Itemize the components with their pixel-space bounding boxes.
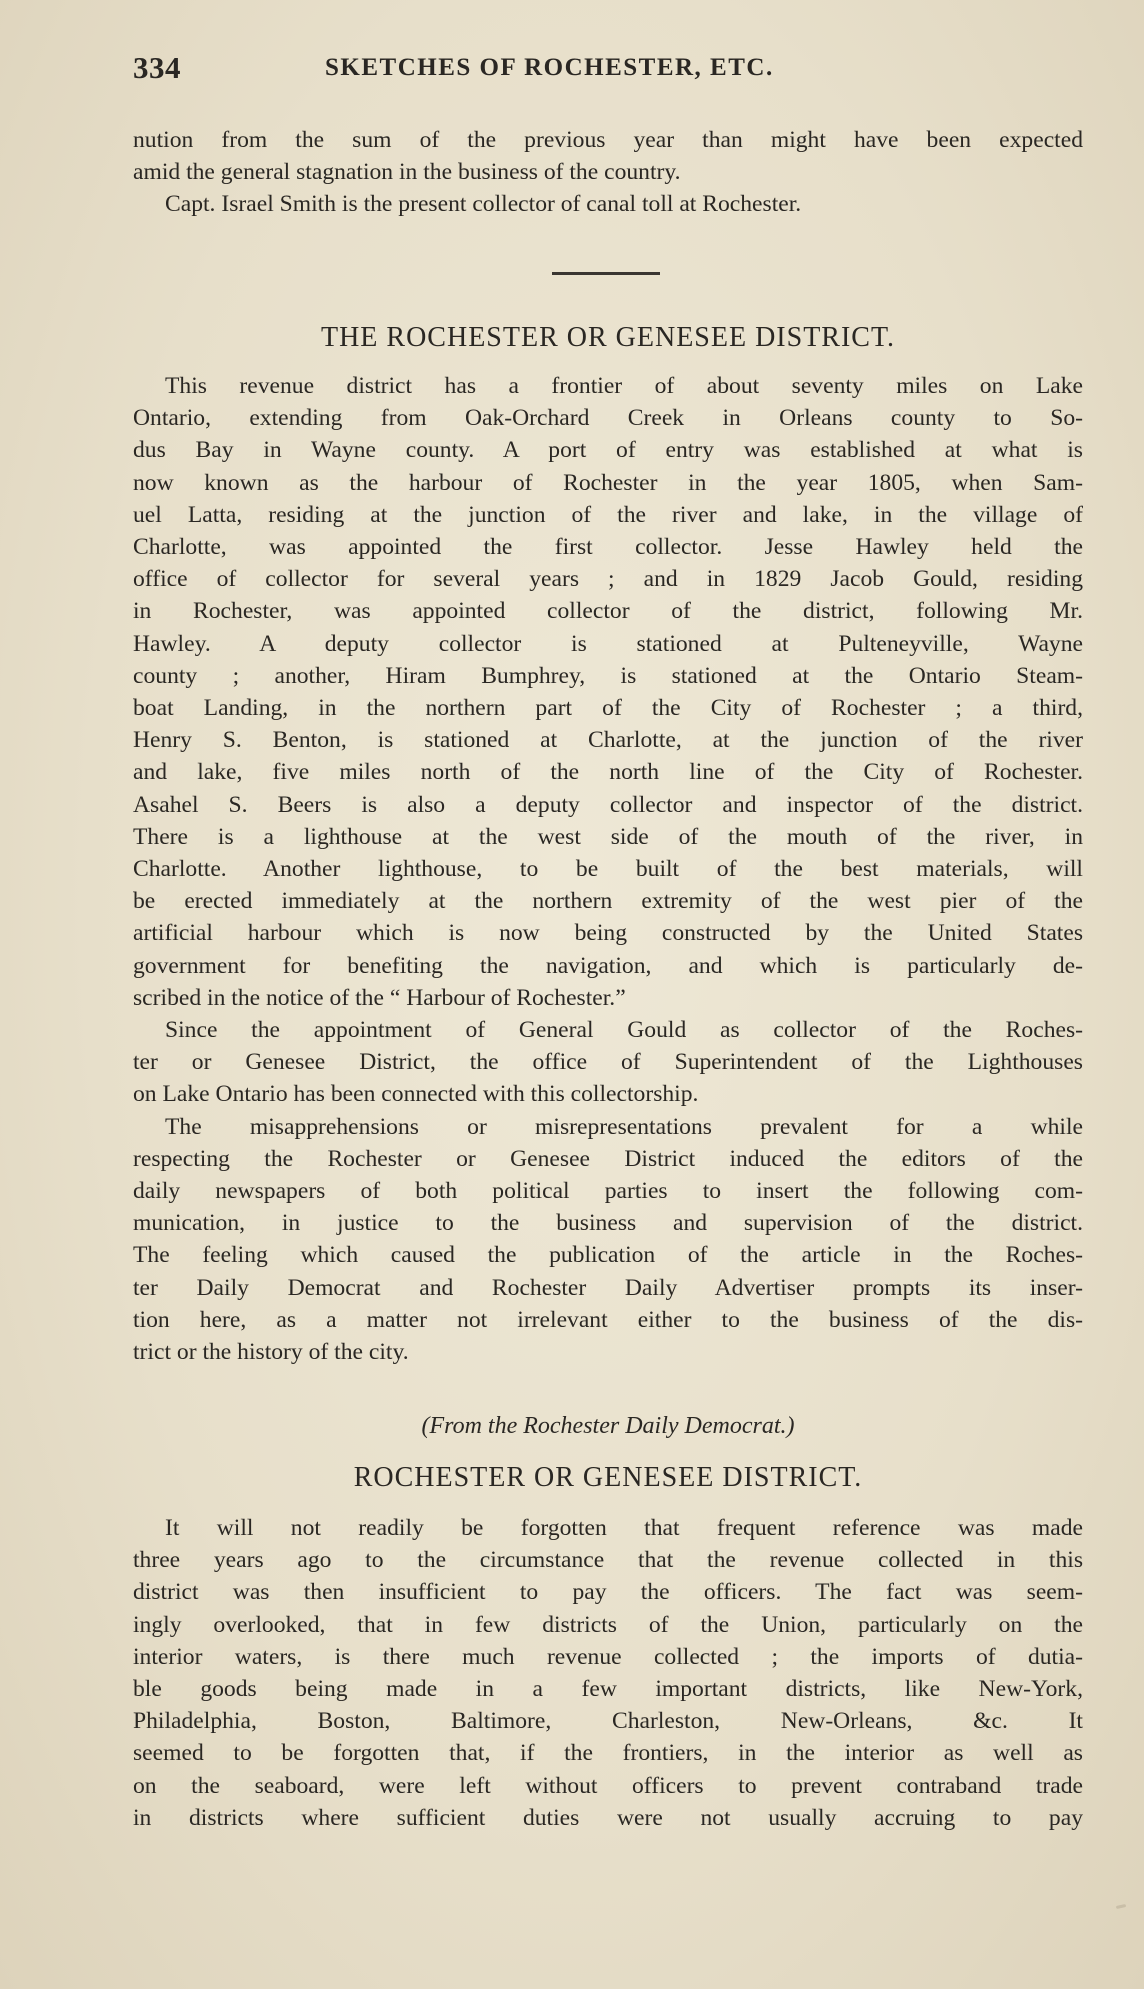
text-line: daily newspapers of both political parties to insert the following com- <box>133 1178 1083 1205</box>
text-line: respecting the Rochester or Genesee District induced the editors of the <box>133 1145 1083 1172</box>
text-line: boat Landing, in the northern part of the City of Rochester ; a third, <box>133 695 1083 722</box>
text-line: in Rochester, was appointed collector of the district, following Mr. <box>133 598 1083 625</box>
text-line: amid the general stagnation in the business of the country. <box>133 159 681 186</box>
text-line: Philadelphia, Boston, Baltimore, Charleston, New-Orleans, &c. It <box>133 1708 1083 1735</box>
text-line: county ; another, Hiram Bumphrey, is stationed at the Ontario Steam- <box>133 662 1083 689</box>
text-line: There is a lighthouse at the west side of the mouth of the river, in <box>133 823 1083 850</box>
text-line: district was then insufficient to pay the officers. The fact was seem- <box>133 1579 1083 1606</box>
text-line: The misapprehensions or misrepresentations prevalent for a while <box>165 1113 1083 1140</box>
text-line: ter or Genesee District, the office of Superintendent of the Lighthouses <box>133 1049 1083 1076</box>
text-line: tion here, as a matter not irrelevant either to the business of the dis- <box>133 1306 1083 1333</box>
text-line: Asahel S. Beers is also a deputy collector and inspector of the district. <box>133 791 1083 818</box>
text-line: be erected immediately at the northern extremity of the west pier of the <box>133 888 1083 915</box>
intro-paragraph <box>133 124 1083 221</box>
text-line: office of collector for several years ; and in 1829 Jacob Gould, residing <box>133 566 1083 593</box>
text-line: Ontario, extending from Oak-Orchard Creek in Orleans county to So- <box>133 405 1083 432</box>
text-line: ter Daily Democrat and Rochester Daily Advertiser prompts its inser- <box>133 1274 1083 1301</box>
text-line: Since the appointment of General Gould as collector of the Roches- <box>165 1017 1083 1044</box>
text-line: Charlotte, was appointed the first collector. Jesse Hawley held the <box>133 534 1083 561</box>
text-line: ingly overlooked, that in few districts of the Union, particularly on the <box>133 1611 1083 1638</box>
text-line: and lake, five miles north of the north line of the City of Rochester. <box>133 759 1083 786</box>
text-line: artificial harbour which is now being constructed by the United States <box>133 920 1083 947</box>
article-body <box>133 1512 1083 1834</box>
text-line: nution from the sum of the previous year than might have been expected <box>133 127 1083 153</box>
text-line: on Lake Ontario has been connected with this collectorship. <box>133 1081 699 1108</box>
text-line: trict or the history of the city. <box>133 1339 409 1366</box>
paper-speck <box>1116 1904 1126 1909</box>
text-line: interior waters, is there much revenue collected ; the imports of dutia- <box>133 1643 1083 1670</box>
text-line: Capt. Israel Smith is the present collector of canal toll at Rochester. <box>165 191 802 218</box>
source-attribution: (From the Rochester Daily Democrat.) <box>421 1413 795 1439</box>
text-line: The feeling which caused the publication of the article in the Roches- <box>133 1242 1083 1269</box>
text-line: uel Latta, residing at the junction of the river and lake, in the village of <box>133 501 1083 528</box>
text-line: three years ago to the circumstance that the revenue collected in this <box>133 1547 1083 1574</box>
section-divider-rule <box>552 272 660 275</box>
section-heading: THE ROCHESTER OR GENESEE DISTRICT. <box>320 322 896 353</box>
text-line: ble goods being made in a few important districts, like New-York, <box>133 1676 1083 1703</box>
text-line: seemed to be forgotten that, if the frontiers, in the interior as well as <box>133 1740 1083 1767</box>
district-description <box>133 370 1083 1368</box>
text-line: government for benefiting the navigation, and which is particularly de- <box>133 952 1083 979</box>
text-line: Hawley. A deputy collector is stationed at Pulteneyville, Wayne <box>133 630 1083 657</box>
text-line: This revenue district has a frontier of about seventy miles on Lake <box>165 373 1083 399</box>
text-line: dus Bay in Wayne county. A port of entry was established at what is <box>133 437 1083 464</box>
text-line: in districts where sufficient duties were not usually accruing to pay <box>133 1804 1083 1831</box>
text-line: munication, in justice to the business and supervision of the district. <box>133 1210 1083 1237</box>
text-line: It will not readily be forgotten that frequent reference was made <box>165 1515 1083 1541</box>
text-line: scribed in the notice of the “ Harbour of Rochester.” <box>133 984 626 1011</box>
text-line: on the seaboard, were left without officers to prevent contraband trade <box>133 1772 1083 1799</box>
article-heading: ROCHESTER OR GENESEE DISTRICT. <box>353 1462 863 1493</box>
book-title: SKETCHES OF ROCHESTER, ETC. <box>325 54 774 81</box>
text-line: Henry S. Benton, is stationed at Charlotte, at the junction of the river <box>133 727 1083 754</box>
page-number: 334 <box>133 50 181 85</box>
text-line: Charlotte. Another lighthouse, to be built of the best materials, will <box>133 856 1083 883</box>
running-head <box>133 50 1083 90</box>
text-line: now known as the harbour of Rochester in the year 1805, when Sam- <box>133 469 1083 496</box>
